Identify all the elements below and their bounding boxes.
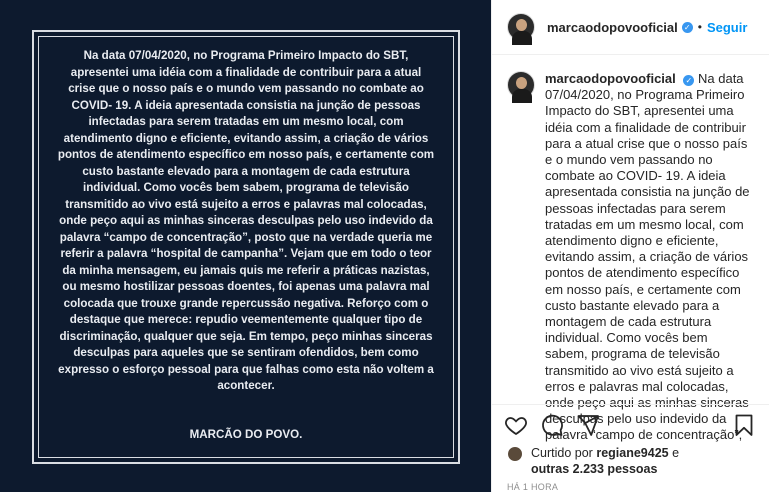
- follow-button[interactable]: Seguir: [706, 19, 748, 35]
- verified-icon: ✓: [683, 75, 694, 86]
- actions-bar: [492, 404, 769, 492]
- header-username[interactable]: marcaodopovooficial: [547, 19, 678, 35]
- caption-area: [507, 71, 757, 443]
- share-icon[interactable]: [576, 413, 600, 437]
- post-timestamp[interactable]: HÁ 1 HORA: [507, 482, 559, 492]
- liker-username[interactable]: regiane9425: [596, 446, 669, 460]
- image-statement-text: Na data 07/04/2020, no Programa Primeiro Impacto do SBT, apresentei uma idéia com a finalidade de contribuir para a atual crise que o nosso país e o mundo vem passando no combate ao COVID- 19. A ideia apresentada consistia na junção de pessoas infectadas para serem tratadas em um mesmo local, com atendimento digno e eficiente, evitando assim, a criação de vários pontos de atendimento específico em nosso país, e certamente com custo bastante elevado para a montagem de cada estrutura individual. Como vocês bem sabem, programa de televisão transmitido ao vivo está sujeito a erros e palavras mal colocadas, onde peço aqui as minhas sinceras desculpas pelo uso indevido da palavra “campo de concentração”, posto que na verdade queria me referir a palavra “hospital de campanha”. Vejam que em todo o teor da minha mensagem, eu jamais quis me referir a práticas nazistas, ou mesmo hostilizar pessoas doentes, foi apenas uma palavra mal colocada que trouxe grande repercussão negativa. Reforço com o destaque que merece: repudio veementemente qualquer tipo de discriminação, qualquer que seja. Em tempo, peço minhas sinceras desculpas para aqueles que se sentiram ofendidos, bem como expresso o esforço pessoal para que falhas como esta não voltem a acontecer.: [57, 49, 435, 392]
- post-header: [492, 0, 769, 55]
- likes-prefix: Curtido por: [531, 446, 593, 460]
- heart-icon[interactable]: [504, 413, 528, 437]
- likes-conjunction: e: [672, 446, 680, 460]
- likes-text: [531, 446, 741, 477]
- caption: [545, 71, 750, 443]
- likes-others-link[interactable]: outras 2.233 pessoas: [531, 461, 658, 476]
- liker-avatar[interactable]: [507, 446, 523, 462]
- bookmark-icon[interactable]: [732, 413, 756, 437]
- likes-summary: [507, 446, 741, 477]
- post-side-panel: [491, 0, 768, 492]
- caption-avatar[interactable]: [507, 71, 535, 99]
- caption-username[interactable]: marcaodopovooficial: [545, 71, 676, 86]
- caption-text: Na data 07/04/2020, no Programa Primeiro Impacto do SBT, apresentei uma idéia com a finalidade de contribuir para a atual crise que o nosso país e o mundo vem passando no combate ao COVID- 19. A ideia apresentada consistia na junção de pessoas infectadas para serem tratadas em um mesmo local, com atendimento digno e eficiente, evitando assim, a criação de vários pontos de atendimento específico em nosso país, e certamente com custo bastante elevado para a montagem de cada estrutura individual. Como vocês bem sabem, programa de televisão transmitido ao vivo está sujeito a erros e palavras mal colocadas, onde peço aqui as minhas sinceras desculpas pelo uso indevido da palavra “campo de concentração”,: [545, 71, 750, 443]
- separator-dot: •: [697, 20, 702, 34]
- comment-icon[interactable]: [540, 413, 564, 437]
- profile-avatar[interactable]: [507, 13, 535, 41]
- image-signature: MARCÃO DO POVO.: [189, 428, 303, 441]
- verified-icon: ✓: [682, 22, 693, 33]
